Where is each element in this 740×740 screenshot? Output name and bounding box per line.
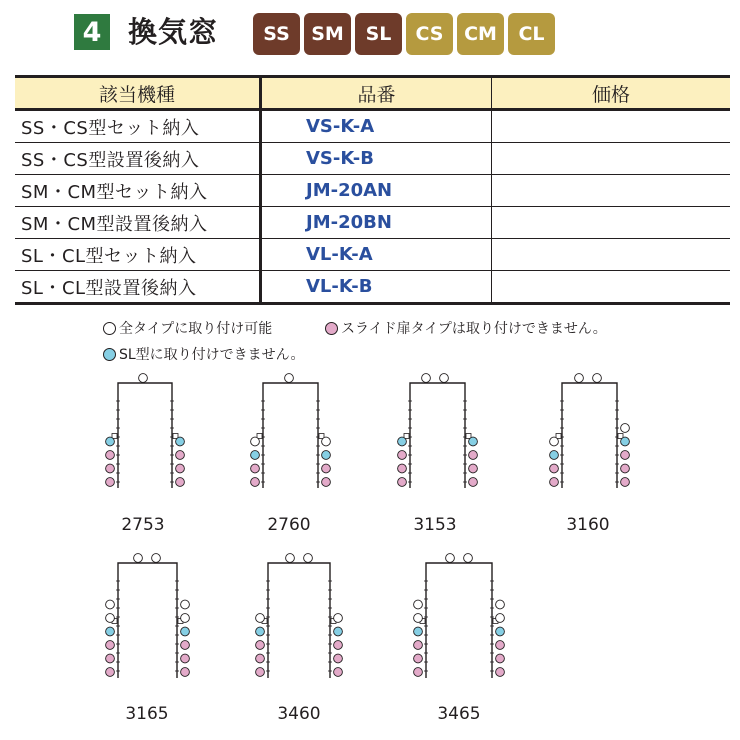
- top-vent-position-icon: [304, 554, 313, 563]
- right-vent-position-icon: [176, 437, 185, 446]
- cabinet-outline: [118, 563, 177, 678]
- left-vent-position-icon: [106, 451, 115, 460]
- left-vent-position-icon: [550, 464, 559, 473]
- top-vent-position-icon: [139, 374, 148, 383]
- left-vent-position-icon: [251, 478, 260, 487]
- left-vent-position-icon: [398, 478, 407, 487]
- top-vent-position-icon: [440, 374, 449, 383]
- left-vent-position-icon: [251, 451, 260, 460]
- top-vent-position-icon: [134, 554, 143, 563]
- model-badge-sl: SL: [355, 13, 402, 55]
- right-vent-position-icon: [469, 437, 478, 446]
- right-vent-position-icon: [322, 451, 331, 460]
- cell-part-number: VL-K-B: [261, 271, 492, 304]
- cell-part-number: VS-K-A: [261, 110, 492, 143]
- diagram-2753: [106, 374, 185, 535]
- left-vent-position-icon: [550, 437, 559, 446]
- left-vent-position-icon: [251, 437, 260, 446]
- right-vent-position-icon: [181, 614, 190, 623]
- diagram-3465: [414, 554, 505, 724]
- left-vent-position-icon: [414, 654, 423, 663]
- left-vent-position-icon: [414, 641, 423, 650]
- left-vent-position-icon: [106, 478, 115, 487]
- left-vent-position-icon: [550, 478, 559, 487]
- section-number: 4: [74, 14, 110, 50]
- cabinet-outline: [410, 383, 465, 488]
- cell-model: SL・CL型セット納入: [15, 239, 261, 271]
- right-vent-position-icon: [621, 451, 630, 460]
- left-vent-position-icon: [106, 464, 115, 473]
- model-badge-cs: CS: [406, 13, 453, 55]
- right-vent-position-icon: [469, 451, 478, 460]
- cell-model: SS・CS型設置後納入: [15, 143, 261, 175]
- header-model: 該当機種: [15, 77, 261, 110]
- left-vent-position-icon: [106, 668, 115, 677]
- left-vent-position-icon: [256, 627, 265, 636]
- diagram-label: 3160: [566, 515, 610, 535]
- diagram-label: 3465: [437, 704, 481, 724]
- right-vent-position-icon: [334, 627, 343, 636]
- right-vent-position-icon: [496, 600, 505, 609]
- diagram-label: 3460: [277, 704, 321, 724]
- right-vent-position-icon: [176, 478, 185, 487]
- diagram-label: 2753: [121, 515, 165, 535]
- right-vent-position-icon: [181, 668, 190, 677]
- cabinet-outline: [268, 563, 330, 678]
- left-vent-position-icon: [256, 641, 265, 650]
- diagram-label: 3153: [413, 515, 457, 535]
- right-vent-position-icon: [469, 478, 478, 487]
- top-vent-position-icon: [285, 374, 294, 383]
- header-price: 価格: [492, 77, 731, 110]
- right-vent-position-icon: [322, 478, 331, 487]
- left-vent-position-icon: [106, 437, 115, 446]
- top-vent-position-icon: [593, 374, 602, 383]
- diagram-2760: [251, 374, 331, 535]
- left-vent-position-icon: [398, 464, 407, 473]
- cell-part-number: VS-K-B: [261, 143, 492, 175]
- legend-sl-type-text: SL型に取り付けできません。: [119, 347, 305, 363]
- cabinet-outline: [562, 383, 617, 488]
- right-vent-position-icon: [496, 668, 505, 677]
- left-vent-position-icon: [398, 451, 407, 460]
- left-vent-position-icon: [414, 627, 423, 636]
- top-vent-position-icon: [575, 374, 584, 383]
- cell-part-number: JM-20BN: [261, 207, 492, 239]
- right-vent-position-icon: [496, 654, 505, 663]
- top-vent-position-icon: [446, 554, 455, 563]
- left-vent-position-icon: [106, 600, 115, 609]
- model-badge-ss: SS: [253, 13, 300, 55]
- left-vent-position-icon: [106, 641, 115, 650]
- cell-model: SM・CM型設置後納入: [15, 207, 261, 239]
- left-vent-position-icon: [106, 614, 115, 623]
- left-vent-position-icon: [256, 668, 265, 677]
- left-vent-position-icon: [256, 654, 265, 663]
- right-vent-position-icon: [334, 614, 343, 623]
- legend-all-types-text: 全タイプに取り付け可能: [119, 321, 273, 337]
- right-vent-position-icon: [322, 437, 331, 446]
- diagram-label: 2760: [267, 515, 311, 535]
- cell-part-number: VL-K-A: [261, 239, 492, 271]
- right-vent-position-icon: [496, 614, 505, 623]
- right-vent-position-icon: [334, 641, 343, 650]
- cell-model: SM・CM型セット納入: [15, 175, 261, 207]
- right-vent-position-icon: [322, 464, 331, 473]
- top-vent-position-icon: [286, 554, 295, 563]
- left-vent-position-icon: [414, 600, 423, 609]
- model-badge-sm: SM: [304, 13, 351, 55]
- diagram-3160: [550, 374, 630, 535]
- diagram-3165: [106, 554, 190, 724]
- right-vent-position-icon: [621, 437, 630, 446]
- legend-sliding-door-text: スライド扉タイプは取り付けできません。: [341, 321, 607, 337]
- top-vent-position-icon: [152, 554, 161, 563]
- left-vent-position-icon: [251, 464, 260, 473]
- diagram-3460: [256, 554, 343, 724]
- cell-model: SL・CL型設置後納入: [15, 271, 261, 304]
- right-vent-position-icon: [469, 464, 478, 473]
- right-vent-position-icon: [334, 654, 343, 663]
- top-vent-position-icon: [464, 554, 473, 563]
- right-vent-position-icon: [181, 600, 190, 609]
- cabinet-outline: [263, 383, 318, 488]
- header-part-number: 品番: [261, 77, 492, 110]
- left-vent-position-icon: [414, 668, 423, 677]
- right-vent-position-icon: [621, 424, 630, 433]
- right-vent-position-icon: [496, 627, 505, 636]
- right-vent-position-icon: [181, 641, 190, 650]
- model-badge-cm: CM: [457, 13, 504, 55]
- cell-part-number: JM-20AN: [261, 175, 492, 207]
- left-vent-position-icon: [398, 437, 407, 446]
- right-vent-position-icon: [176, 451, 185, 460]
- right-vent-position-icon: [176, 464, 185, 473]
- right-vent-position-icon: [496, 641, 505, 650]
- left-vent-position-icon: [414, 614, 423, 623]
- cabinet-outline: [426, 563, 492, 678]
- diagram-label: 3165: [125, 704, 169, 724]
- right-vent-position-icon: [181, 627, 190, 636]
- right-vent-position-icon: [621, 478, 630, 487]
- left-vent-position-icon: [550, 451, 559, 460]
- left-vent-position-icon: [256, 614, 265, 623]
- right-vent-position-icon: [181, 654, 190, 663]
- left-vent-position-icon: [106, 627, 115, 636]
- cabinet-outline: [118, 383, 172, 488]
- right-vent-position-icon: [334, 668, 343, 677]
- section-title: 換気窓: [128, 15, 219, 49]
- model-badge-cl: CL: [508, 13, 555, 55]
- right-vent-position-icon: [621, 464, 630, 473]
- diagram-3153: [398, 374, 478, 535]
- top-vent-position-icon: [422, 374, 431, 383]
- cell-model: SS・CS型セット納入: [15, 110, 261, 143]
- left-vent-position-icon: [106, 654, 115, 663]
